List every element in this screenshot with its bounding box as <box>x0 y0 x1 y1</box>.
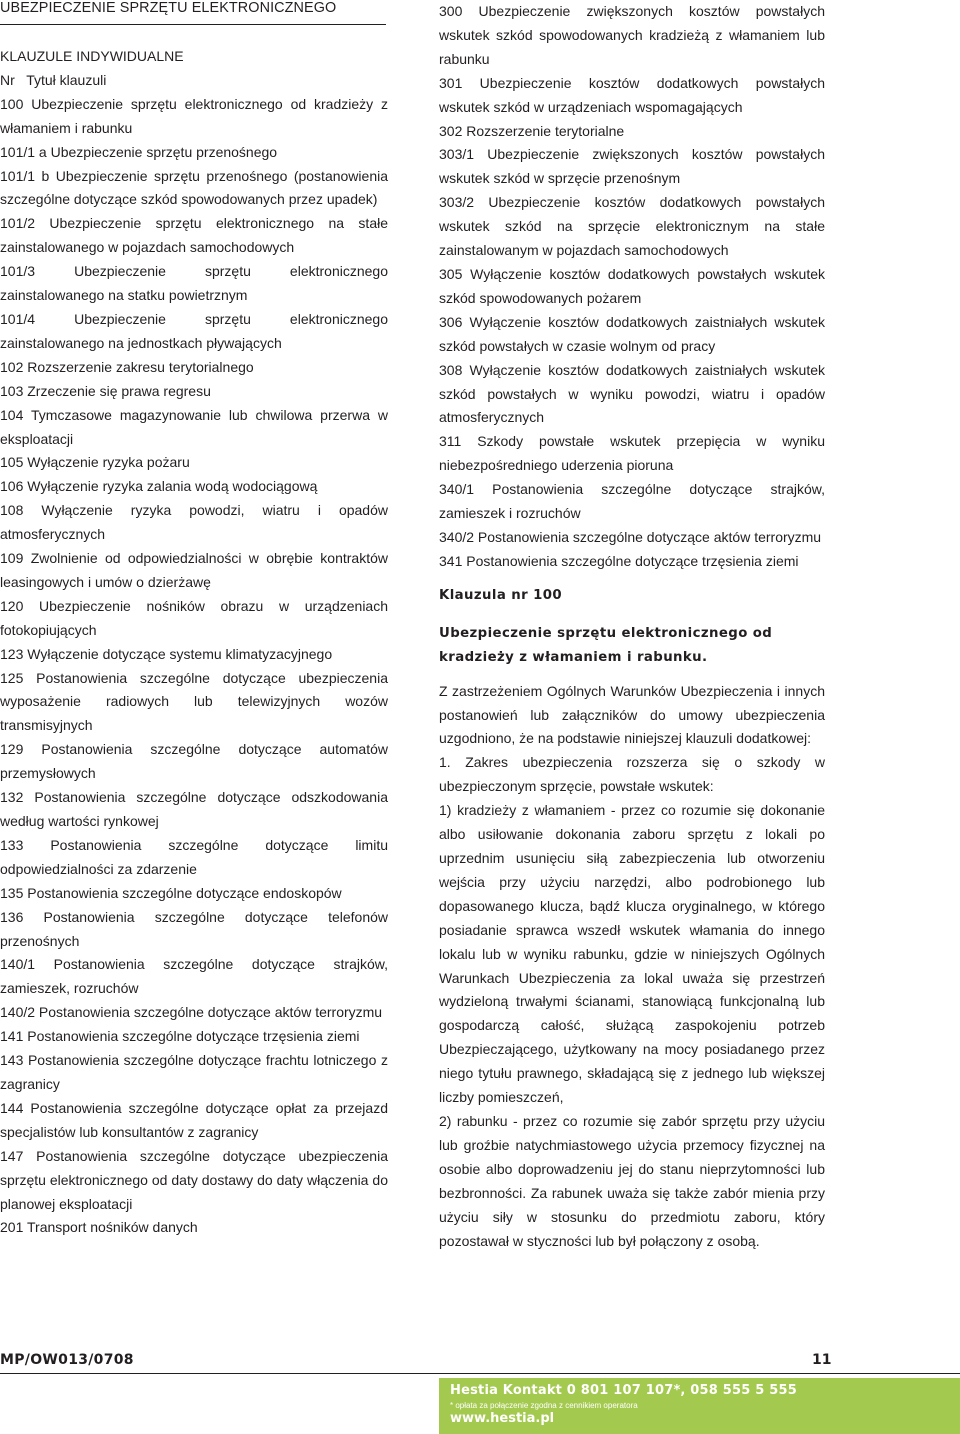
footer-divider <box>0 1373 960 1374</box>
list-item: 101/1 b Ubezpieczenie sprzętu przenośnego (postanowienia szczególne dotyczące szkód spowodowanych przez upadek) <box>0 167 388 208</box>
clause-subheading: Ubezpieczenie sprzętu elektronicznego od kradzieży z włamaniem i rabunku. <box>439 625 773 665</box>
clause-paragraph: Z zastrzeżeniem Ogólnych Warunków Ubezpieczenia i innych postanowień lub załączników do umowy ubezpieczenia uzgodniono, że na podstawie niniejszej klauzuli dodatkowej: <box>439 682 825 747</box>
list-item: 305 Wyłączenie kosztów dodatkowych powstałych wskutek szkód spowodowanych pożarem <box>439 265 825 306</box>
list-item: 100 Ubezpieczenie sprzętu elektronicznego od kradzieży z włamaniem i rabunku <box>0 95 388 136</box>
list-item: 303/2 Ubezpieczenie kosztów dodatkowych powstałych wskutek szkód na sprzęcie elektronicznym na stałe zainstalowanym w pojazdach samochodowych <box>439 194 825 259</box>
list-item: 133 Postanowienia szczególne dotyczące limitu odpowiedzialności za zdarzenie <box>0 836 388 877</box>
list-item: 302 Rozszerzenie terytorialne <box>439 122 625 139</box>
list-item: 140/2 Postanowienia szczególne dotyczące aktów terroryzmu <box>0 1004 383 1021</box>
list-item: 129 Postanowienia szczególne dotyczące automatów przemysłowych <box>0 741 388 782</box>
list-item: 106 Wyłączenie ryzyka zalania wodą wodociągową <box>0 478 318 495</box>
left-column <box>0 0 388 1240</box>
list-item: 109 Zwolnienie od odpowiedzialności w obrębie kontraktów leasingowych i umów o dzierżawę <box>0 550 388 590</box>
list-item: 301 Ubezpieczenie kosztów dodatkowych powstałych wskutek szkód w urządzeniach wspomagających <box>439 74 825 115</box>
list-item: 340/2 Postanowienia szczególne dotyczące aktów terroryzmu <box>439 528 822 545</box>
list-item: 120 Ubezpieczenie nośników obrazu w urządzeniach fotokopiujących <box>0 597 388 638</box>
clause-paragraph: 1) kradzieży z włamaniem - przez co rozumie się dokonanie albo usiłowanie dokonania zaboru sprzętu z lokali po uprzednim usunięciu siłą zabezpieczenia lub otworzeniu wejścia przy użyciu narzędzi, albo podrobionego lub dopasowanego klucza, bądź klucza oryginalnego, w którego posiadanie sprawca wszedł wskutek włamania do innego lokalu lub w wyniku rabunku, gdzie w niniejszych Ogólnych Warunkach Ubezpieczenia za lokal uważa się przestrzeń wydzieloną trwałymi ścianami, stanowiącą funkcjonalną lub gospodarczą całość, służącą zaspokojeniu potrzeb Ubezpieczającego, użytkowany na mocy posiadanego przez niego tytułu prawnego, składającą się z jednego lub większej liczby pomieszczeń, <box>439 802 825 1106</box>
clause-paragraph: 1. Zakres ubezpieczenia rozszerza się o szkody w ubezpieczonym sprzęcie, powstałe wskutek: <box>439 754 825 795</box>
list-item: 125 Postanowienia szczególne dotyczące ubezpieczenia wyposażenie radiowych lub telewizyjnych wozów transmisyjnych <box>0 669 388 734</box>
fee-note: * opłata za połączenie zgodna z cennikiem operatora <box>450 1401 638 1410</box>
list-item: 101/1 a Ubezpieczenie sprzętu przenośnego <box>0 143 278 160</box>
document-code: MP/OW013/0708 <box>0 1352 134 1368</box>
list-column-header: Nr Tytuł klauzuli <box>0 71 107 88</box>
list-item: 108 Wyłączenie ryzyka powodzi, wiatru i opadów atmosferycznych <box>0 502 388 543</box>
list-item: 143 Postanowienia szczególne dotyczące frachtu lotniczego z zagranicy <box>0 1052 388 1092</box>
clause-list-right <box>439 0 825 574</box>
list-item: 132 Postanowienia szczególne dotyczące odszkodowania według wartości rynkowej <box>0 789 388 829</box>
list-item: 123 Wyłączenie dotyczące systemu klimatyzacyjnego <box>0 645 333 662</box>
list-item: 105 Wyłączenie ryzyka pożaru <box>0 454 190 471</box>
list-item: 201 Transport nośników danych <box>0 1219 198 1236</box>
list-item: 136 Postanowienia szczególne dotyczące telefonów przenośnych <box>0 908 388 949</box>
list-item: 147 Postanowienia szczególne dotyczące ubezpieczenia sprzętu elektronicznego od daty dostawy do daty włączenia do planowej eksploatacji <box>0 1147 388 1212</box>
clause-body <box>439 680 825 1254</box>
list-item: 341 Postanowienia szczególne dotyczące trzęsienia ziemi <box>439 552 799 569</box>
list-item: 144 Postanowienia szczególne dotyczące opłat za przejazd specjalistów lub konsultantów z zagranicy <box>0 1099 388 1140</box>
section-title: KLAUZULE INDYWIDUALNE <box>0 48 184 64</box>
list-item: 306 Wyłączenie kosztów dodatkowych zaistniałych wskutek szkód powstałych w czasie wolnym od pracy <box>439 313 825 354</box>
page-number: 11 <box>812 1352 832 1368</box>
clause-paragraph: 2) rabunku - przez co rozumie się zabór sprzętu przy użyciu lub groźbie natychmiastowego użycia przemocy fizycznej na osobie albo doprowadzeniu jej do stanu nieprzytomności lub bezbronności. Za rabunek uważa się także zabór mienia przy użyciu siły w stosunku do przedmiotu zaboru, który pozostawał w styczności lub był połączony z osobą. <box>439 1112 825 1249</box>
header-divider <box>0 24 386 25</box>
clause-heading: Klauzula nr 100 <box>439 587 563 603</box>
website-link[interactable]: www.hestia.pl <box>450 1411 555 1426</box>
list-item: 311 Szkody powstałe wskutek przepięcia w wyniku niebezpośredniego uderzenia pioruna <box>439 433 825 474</box>
list-item: 300 Ubezpieczenie zwiększonych kosztów powstałych wskutek szkód spowodowanych kradzieżą z włamaniem lub rabunku <box>439 3 825 67</box>
list-item: 102 Rozszerzenie zakresu terytorialnego <box>0 358 254 375</box>
list-item: 135 Postanowienia szczególne dotyczące endoskopów <box>0 884 342 901</box>
list-item: 141 Postanowienia szczególne dotyczące trzęsienia ziemi <box>0 1028 360 1045</box>
list-item: 140/1 Postanowienia szczególne dotyczące strajków, zamieszek, rozruchów <box>0 956 388 997</box>
list-item: 104 Tymczasowe magazynowanie lub chwilowa przerwa w eksploatacji <box>0 406 388 447</box>
page-title: UBEZPIECZENIE SPRZĘTU ELEKTRONICZNEGO <box>0 0 337 16</box>
contact-phone-line: Hestia Kontakt 0 801 107 107*, 058 555 5 555 <box>450 1383 797 1398</box>
list-item: 308 Wyłączenie kosztów dodatkowych zaistniałych wskutek szkód powstałych w wyniku powodzi, wiatru i opadów atmosferycznych <box>439 361 825 426</box>
list-item: 101/3 Ubezpieczenie sprzętu elektronicznego zainstalowanego na statku powietrznym <box>0 263 388 304</box>
right-column <box>439 0 825 1253</box>
list-item: 101/2 Ubezpieczenie sprzętu elektronicznego na stałe zainstalowanego w pojazdach samochodowych <box>0 215 388 256</box>
list-item: 101/4 Ubezpieczenie sprzętu elektronicznego zainstalowanego na jednostkach pływających <box>0 310 388 351</box>
list-item: 103 Zrzeczenie się prawa regresu <box>0 382 211 399</box>
clause-list-left <box>0 93 388 1241</box>
list-item: 303/1 Ubezpieczenie zwiększonych kosztów powstałych wskutek szkód w sprzęcie przenośnym <box>439 146 825 187</box>
list-item: 340/1 Postanowienia szczególne dotyczące strajków, zamieszek i rozruchów <box>439 481 825 522</box>
contact-banner <box>439 1378 960 1434</box>
